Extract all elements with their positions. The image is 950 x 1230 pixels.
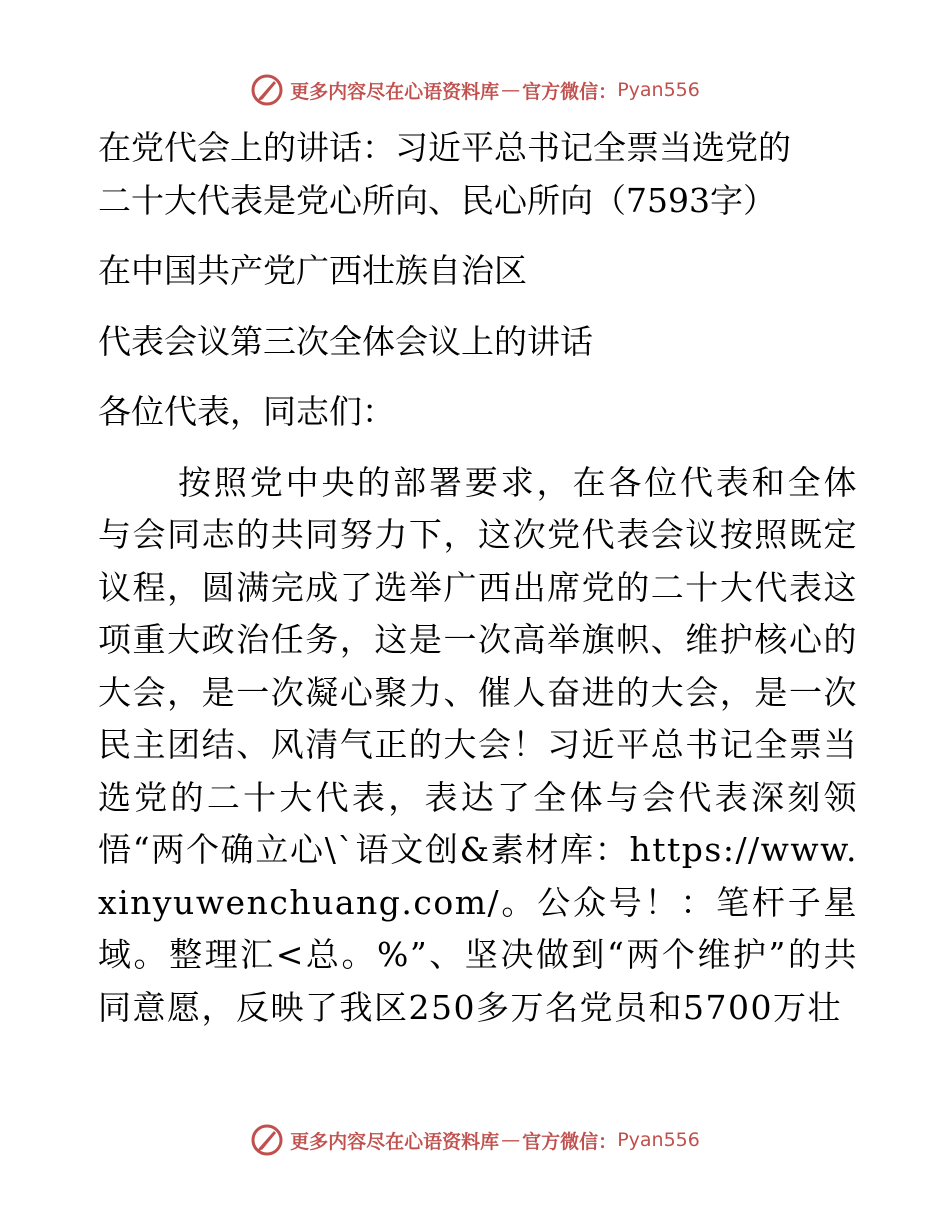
- quill-logo-icon: [250, 1123, 284, 1157]
- banner-text: 更多内容尽在心语资料库: [290, 1130, 500, 1153]
- banner-official: 官方微信：: [522, 1130, 618, 1153]
- banner-account: Pyan556: [617, 79, 700, 101]
- salutation: 各位代表，同志们：: [98, 392, 395, 431]
- quill-logo-icon: [250, 73, 284, 107]
- document-body: [98, 122, 858, 1034]
- banner-account: Pyan556: [617, 1129, 700, 1151]
- title-line-2: 二十大代表是党心所向、民心所向（7593字）: [98, 180, 776, 220]
- banner-dash: —: [501, 79, 521, 101]
- header-watermark-banner: [0, 70, 950, 110]
- banner-text: 更多内容尽在心语资料库: [290, 80, 500, 103]
- title-line-1: 在党代会上的讲话：习近平总书记全票当选党的: [98, 128, 791, 167]
- banner-official: 官方微信：: [522, 80, 618, 103]
- subtitle-line-1: 在中国共产党广西壮族自治区: [98, 251, 527, 290]
- subtitle-line-2: 代表会议第三次全体会议上的讲话: [98, 321, 593, 361]
- banner-dash: —: [501, 1129, 521, 1151]
- footer-watermark-banner: [0, 1120, 950, 1160]
- body-paragraph: 按照党中央的部署要求，在各位代表和全体与会同志的共同努力下，这次党代表会议按照既定议程，圆满完成了选举广西出席党的二十大代表这项重大政治任务，这是一次高举旗帜、维护核心的大会，是一次凝心聚力、催人奋进的大会，是一次民主团结、风清气正的大会！习近平总书记全票当选党的二十大代表，表达了全体与会代表深刻领悟“两个确立心\`语文创&素材库：https://www.xinyuwenchuang.com/。公众号！：笔杆子星域。整理汇<总。%”、坚决做到“两个维护”的共同意愿，反映了我区250多万名党员和5700万壮: [98, 462, 858, 1027]
